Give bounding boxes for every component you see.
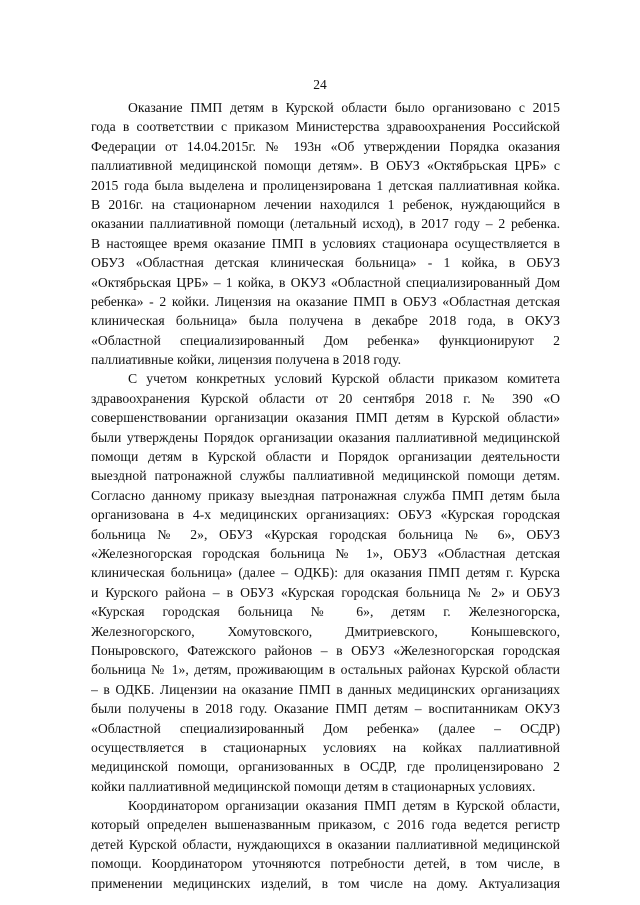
text-line: клиническая больница» (далее – ОДКБ): для оказания ПМП детям г. Курска [91,565,560,581]
text-line: клиническая больница» была получена в декабре 2018 года, в ОКУЗ [91,313,560,329]
text-line: выездной патронажной службы паллиативной медицинской помощи детям. [91,468,560,484]
paragraph-1 [91,98,560,369]
text-line: помощи детям в Курской области и Порядок организации деятельности [91,449,560,465]
text-line: были утверждены Порядок организации оказания паллиативной медицинской [91,429,560,445]
text-line: «Курская городская больница № 6», детям г. Железногорска, [91,604,560,620]
text-line: Оказание ПМП детям в Курской области было организовано с 2015 [128,100,560,115]
text-line: Согласно данному приказу выездная патронажная служба ПМП детям была [91,487,560,503]
text-line: были получены в 2018 году. Оказание ПМП детям – воспитанникам ОКУЗ [91,701,560,717]
text-line: осуществляется в стационарных условиях на койках паллиативной [91,739,560,755]
text-line: койки паллиативной медицинской помощи детям в стационарных условиях. [91,778,536,794]
text-line: – в ОДКБ. Лицензии на оказание ПМП в данных медицинских организациях [91,681,560,697]
text-line: который определен вышеназванным приказом, с 2016 года ведется регистр [91,817,560,833]
text-line: «Железногорская городская больница № 1», ОБУЗ «Областная детская [91,545,560,561]
paragraph-2 [91,369,560,796]
text-line: больница № 2», ОБУЗ «Курская городская больница № 6», ОБУЗ [91,526,560,542]
text-line: «Областной специализированный Дом ребенка» (далее – ОСДР) [91,720,560,736]
text-line: медицинской помощи, организованных в ОСДР, где пролицензировано 2 [91,759,560,775]
text-line: и Курского района – в ОБУЗ «Курская городская больница № 2» и ОБУЗ [91,584,560,600]
text-line: организована в 4-х медицинских организациях: ОБУЗ «Курская городская [91,507,560,523]
text-line: ОБУЗ «Областная детская клиническая больница» - 1 койка, в ОБУЗ [91,255,560,271]
text-line: В настоящее время оказание ПМП в условиях стационара осуществляется в [91,235,560,251]
text-line: 2015 года была выделена и пролицензирована 1 детская паллиативная койка. [91,177,560,193]
text-line: здравоохранения Курской области от 20 сентября 2018 г. № 390 «О [91,390,560,406]
text-line: В 2016г. на стационарном лечении находился 1 ребенок, нуждающийся в [91,196,560,212]
text-line: применении медицинских изделий, в том числе на дому. Актуализация [91,875,560,891]
text-line: помощи. Координатором уточняются потребности детей, в том числе, в [91,856,560,872]
paragraph-3 [91,796,560,893]
text-line: Железногорского, Хомутовского, Дмитриевского, Конышевского, [91,623,560,639]
text-line: паллиативные койки, лицензия получена в 2018 году. [91,352,401,368]
text-line: ребенка» - 2 койки. Лицензия на оказание ПМП в ОБУЗ «Областная детская [91,293,560,309]
page-number: 24 [313,77,327,92]
text-line: «Областной специализированный Дом ребенка» функционируют 2 [91,332,560,348]
text-line: Координатором организации оказания ПМП детям в Курской области, [128,798,560,814]
text-line: С учетом конкретных условий Курской области приказом комитета [128,371,560,387]
text-line: оказании паллиативной помощи (летальный исход), в 2017 году – 2 ребенка. [91,216,560,232]
body-text [91,98,560,893]
text-line: детей Курской области, нуждающихся в оказании паллиативной медицинской [91,836,560,852]
text-line: Поныровского, Фатежского районов – в ОБУЗ «Железногорская городская [91,642,560,658]
text-line: паллиативной медицинской помощи детям». В ОБУЗ «Октябрьская ЦРБ» с [91,158,560,174]
text-line: совершенствовании организации оказания ПМП детям в Курской области» [91,410,560,426]
text-line: «Октябрьская ЦРБ» – 1 койка, в ОКУЗ «Областной специализированный Дом [91,274,560,290]
text-line: Федерации от 14.04.2015г. № 193н «Об утверждении Порядка оказания [91,138,560,154]
text-line: больница № 1», детям, проживающим в остальных районах Курской области [91,662,560,678]
text-line: года в соответствии с приказом Министерства здравоохранения Российской [91,119,560,135]
